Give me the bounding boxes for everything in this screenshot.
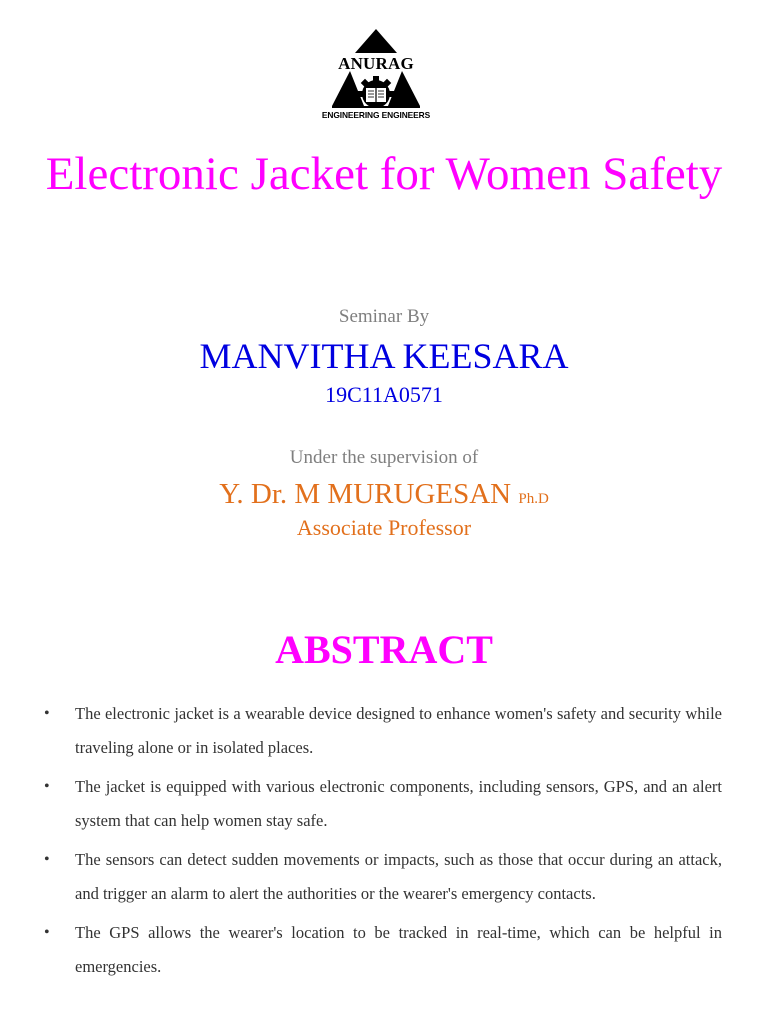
- guide-line: [0, 476, 768, 517]
- bullet-item: [40, 697, 722, 765]
- supervision-label: Under the supervision of: [289, 447, 479, 468]
- document-title: Electronic Jacket for Women Safety: [45, 148, 723, 200]
- logo-tagline: ENGINEERING ENGINEERS: [321, 110, 431, 120]
- bullet-dot-icon: •: [44, 705, 50, 722]
- bullet-text: The jacket is equipped with various electronic components, including sensors, GPS, and an alert system that can help women stay safe.: [75, 777, 722, 830]
- guide-degree: Ph.D: [518, 491, 549, 507]
- logo-name: ANURAG: [338, 54, 414, 73]
- seminar-by-label: Seminar By: [338, 306, 430, 327]
- logo-emblem-icon: [312, 26, 440, 122]
- bullet-item: [40, 916, 722, 984]
- abstract-bullet-list: [40, 697, 722, 989]
- bullet-text: The electronic jacket is a wearable device designed to enhance women's safety and security while traveling alone or in isolated places.: [75, 704, 722, 757]
- bullet-dot-icon: •: [44, 851, 50, 868]
- bullet-dot-icon: •: [44, 924, 50, 941]
- guide-name: Y. Dr. M MURUGESAN: [219, 478, 512, 510]
- bullet-text: The GPS allows the wearer's location to be tracked in real-time, which can be helpful in emergencies.: [75, 923, 722, 976]
- bullet-text: The sensors can detect sudden movements or impacts, such as those that occur during an attack, and trigger an alarm to alert the authorities or the wearer's emergency contacts.: [75, 850, 722, 903]
- bullet-dot-icon: •: [44, 778, 50, 795]
- guide-designation: Associate Professor: [296, 515, 472, 540]
- abstract-heading: ABSTRACT: [275, 627, 493, 672]
- student-name: MANVITHA KEESARA: [199, 336, 569, 376]
- bullet-item: [40, 843, 722, 911]
- bullet-item: [40, 770, 722, 838]
- anurag-logo: [312, 26, 440, 122]
- student-roll-number: 19C11A0571: [325, 382, 443, 407]
